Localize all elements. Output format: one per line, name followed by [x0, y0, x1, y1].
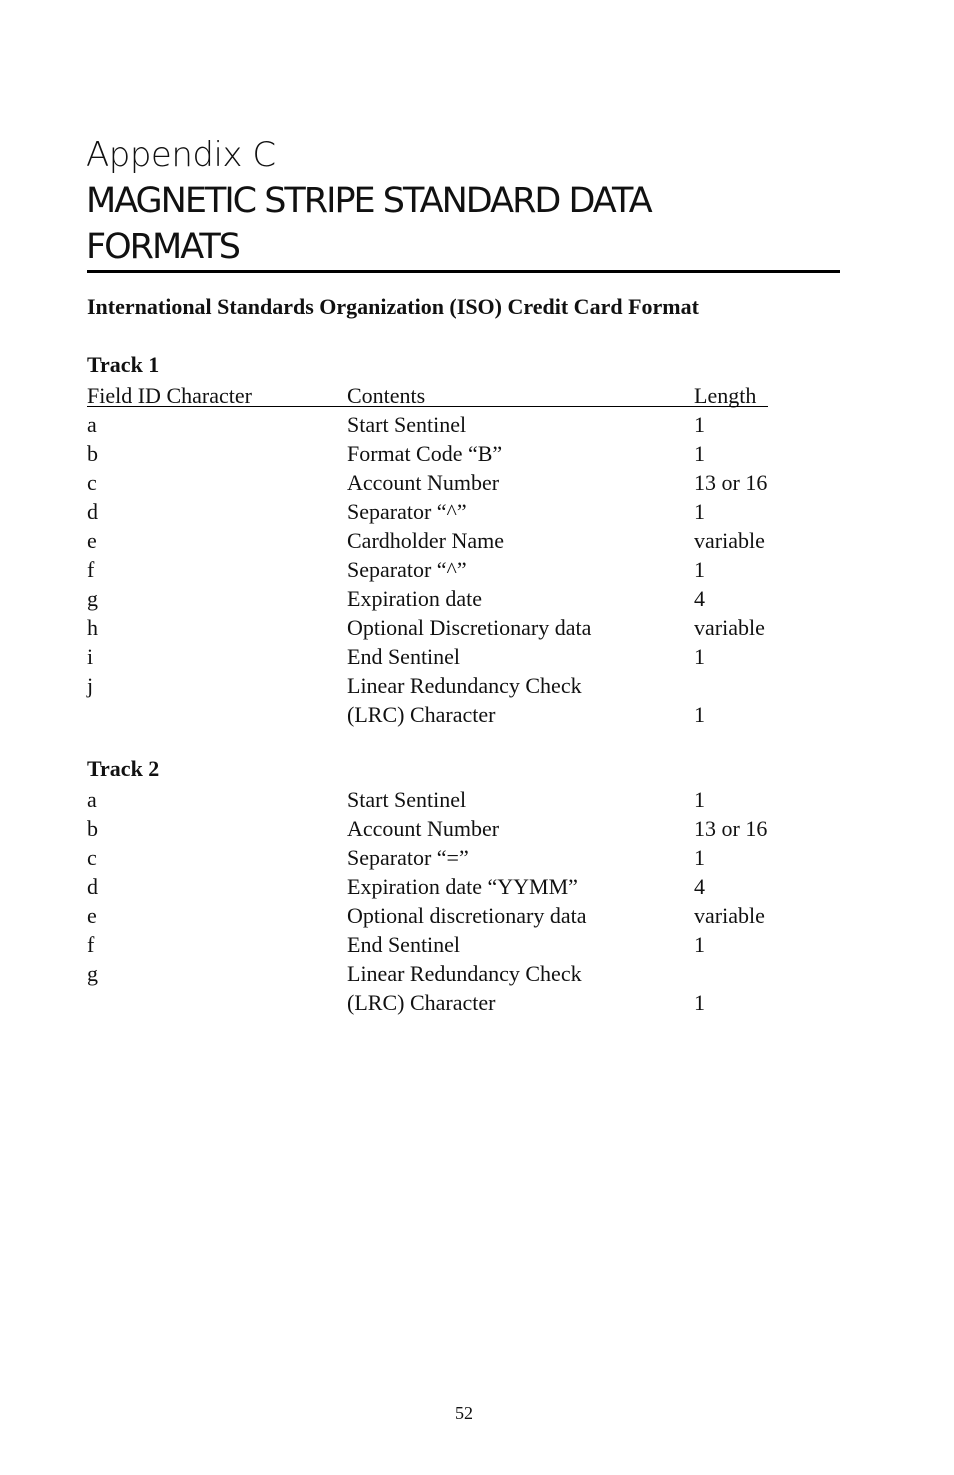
field-id-cell: j: [87, 673, 94, 698]
length-cell: 1: [694, 932, 705, 957]
contents-cell: Account Number: [347, 816, 500, 841]
length-cell: 4: [694, 586, 705, 611]
contents-cell: Separator “=”: [347, 845, 469, 870]
section-heading: International Standards Organization (ISO) Credit Card Format: [87, 294, 699, 319]
field-id-cell: c: [87, 470, 97, 495]
column-header-contents: Contents: [347, 383, 426, 408]
column-header-length: Length: [694, 383, 757, 408]
appendix-label: Appendix C: [86, 135, 276, 175]
contents-cell: Separator “^”: [347, 557, 467, 582]
contents-cell: Start Sentinel: [347, 787, 467, 812]
field-id-cell: a: [87, 787, 97, 812]
field-id-cell: g: [87, 586, 98, 611]
contents-cell-continued: (LRC) Character: [347, 702, 496, 727]
length-cell: 1: [694, 441, 705, 466]
contents-cell: Account Number: [347, 470, 500, 495]
contents-cell: End Sentinel: [347, 644, 461, 669]
contents-cell: Optional Discretionary data: [347, 615, 592, 640]
column-header-row: [87, 381, 767, 410]
field-id-cell: f: [87, 932, 95, 957]
contents-cell: Linear Redundancy Check: [347, 673, 582, 698]
page-title: [86, 178, 806, 270]
field-id-cell: d: [87, 874, 98, 899]
contents-cell: Linear Redundancy Check: [347, 961, 582, 986]
length-cell: 1: [694, 702, 705, 727]
length-cell: 1: [694, 787, 705, 812]
contents-cell-continued: (LRC) Character: [347, 990, 496, 1015]
length-cell: 1: [694, 644, 705, 669]
length-cell: variable: [694, 528, 765, 553]
title-rule: [87, 270, 840, 273]
length-cell: 4: [694, 874, 705, 899]
field-id-cell: h: [87, 615, 98, 640]
field-id-cell: g: [87, 961, 98, 986]
field-id-cell: e: [87, 903, 97, 928]
length-cell: 1: [694, 412, 705, 437]
contents-cell: End Sentinel: [347, 932, 461, 957]
field-id-cell: b: [87, 441, 98, 466]
contents-cell: Format Code “B”: [347, 441, 503, 466]
column-header-underline: [87, 406, 768, 407]
length-cell: variable: [694, 903, 765, 928]
page-number: 52: [455, 1403, 473, 1423]
length-cell: 1: [694, 845, 705, 870]
length-cell: 1: [694, 499, 705, 524]
field-id-cell: d: [87, 499, 98, 524]
field-id-cell: b: [87, 816, 98, 841]
field-id-cell: a: [87, 412, 97, 437]
contents-cell: Expiration date “YYMM”: [347, 874, 578, 899]
field-id-cell: e: [87, 528, 97, 553]
contents-cell: Optional discretionary data: [347, 903, 587, 928]
field-id-cell: i: [87, 644, 94, 669]
field-id-cell: c: [87, 845, 97, 870]
contents-cell: Start Sentinel: [347, 412, 467, 437]
length-cell: 13 or 16: [694, 470, 768, 495]
length-cell: 13 or 16: [694, 816, 768, 841]
page-title-line-2: FORMATS: [86, 227, 240, 267]
contents-cell: Expiration date: [347, 586, 483, 611]
track1-heading: Track 1: [87, 352, 160, 377]
length-cell: 1: [694, 990, 705, 1015]
field-id-cell: f: [87, 557, 95, 582]
length-cell: 1: [694, 557, 705, 582]
page-title-line-1: MAGNETIC STRIPE STANDARD DATA: [86, 181, 651, 221]
length-cell: variable: [694, 615, 765, 640]
contents-cell: Cardholder Name: [347, 528, 504, 553]
track2-heading: Track 2: [87, 756, 160, 781]
column-header-field-id: Field ID Character: [87, 383, 252, 408]
contents-cell: Separator “^”: [347, 499, 467, 524]
